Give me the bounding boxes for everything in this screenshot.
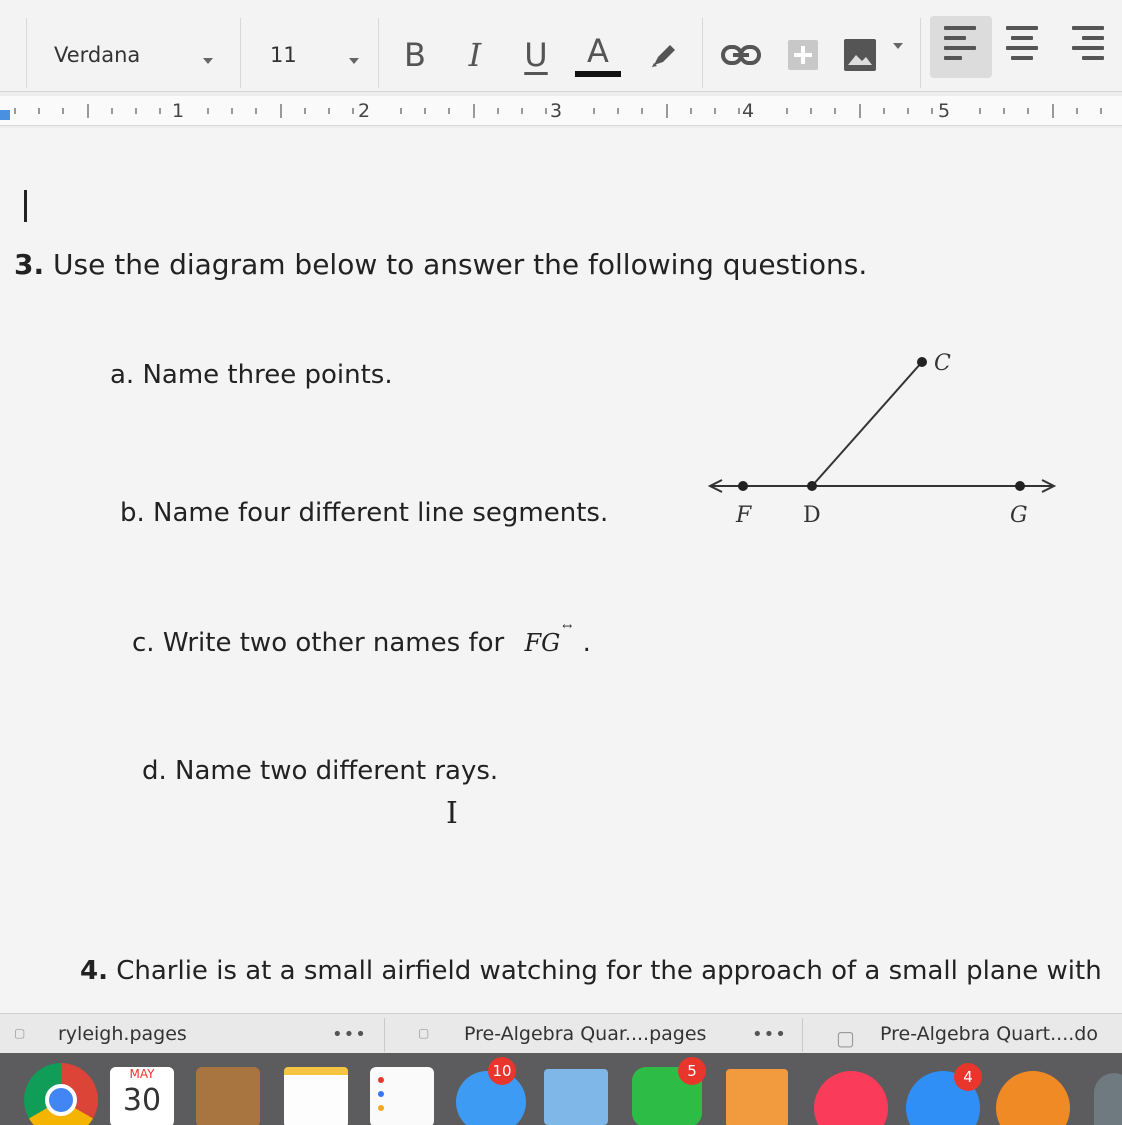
calendar-day: 30 <box>122 1083 162 1118</box>
point-g <box>1015 481 1025 491</box>
ruler-tick <box>231 108 233 114</box>
toolbar-divider <box>378 18 379 88</box>
ruler-tick <box>690 108 692 114</box>
dock <box>0 1053 1122 1125</box>
format-toolbar <box>0 0 1122 92</box>
point-d <box>807 481 817 491</box>
pages-file-icon: ▢ <box>14 1026 26 1040</box>
document-file-icon: ▢ <box>836 1026 855 1050</box>
question-3-number: 3. <box>14 248 45 281</box>
question-4 <box>80 956 1102 986</box>
point-f <box>738 481 748 491</box>
label-f: F <box>736 503 752 528</box>
tab-label: Pre-Algebra Quar....pages <box>464 1023 707 1045</box>
messages-icon[interactable] <box>456 1062 526 1125</box>
ruler-number: 5 <box>938 100 951 122</box>
ruler-tick <box>14 108 16 114</box>
font-family-value: Verdana <box>54 43 141 67</box>
ruler-tick <box>979 108 981 114</box>
ruler-tick <box>159 108 161 114</box>
ruler-tick <box>255 108 257 114</box>
more-icon[interactable]: ••• <box>332 1023 367 1045</box>
ruler-tick <box>497 108 499 114</box>
toolbar-divider <box>240 18 241 88</box>
ruler-tick <box>207 108 209 114</box>
more-icon[interactable]: ••• <box>752 1023 787 1045</box>
line-arrow-icon: ↔ <box>562 619 573 633</box>
toolbar-divider <box>702 18 703 88</box>
toolbar-divider <box>26 18 27 88</box>
font-family-select[interactable] <box>28 22 240 88</box>
tab-label: Pre-Algebra Quart....do <box>880 1023 1098 1045</box>
notes-icon[interactable] <box>284 1067 348 1125</box>
ruler-tick <box>738 108 740 114</box>
ruler-tick <box>1076 108 1078 114</box>
chevron-down-icon[interactable] <box>349 58 359 64</box>
line-fg-label: FG <box>524 629 561 657</box>
ruler[interactable] <box>0 96 1122 126</box>
ruler-tick <box>448 108 450 114</box>
indent-marker[interactable] <box>0 110 10 120</box>
label-d: D <box>803 503 821 528</box>
calendar-month: MAY <box>110 1067 174 1083</box>
tab-prealgebra-pages[interactable] <box>418 1014 802 1054</box>
tab-divider <box>802 1018 803 1052</box>
tab-prealgebra-doc[interactable] <box>836 1014 1122 1054</box>
ruler-tick <box>1003 108 1005 114</box>
app-store-badge: 4 <box>954 1063 982 1091</box>
ruler-tick <box>400 108 402 114</box>
add-comment-icon[interactable] <box>786 30 820 80</box>
ruler-tick <box>62 108 64 114</box>
ruler-tick <box>617 108 619 114</box>
label-g: G <box>1010 503 1028 528</box>
align-left-icon[interactable] <box>944 26 980 66</box>
ruler-number: 2 <box>358 100 371 122</box>
ruler-tick <box>424 108 426 114</box>
tab-ryleigh-pages[interactable] <box>14 1014 384 1054</box>
tab-label: ryleigh.pages <box>58 1023 187 1045</box>
calendar-icon[interactable] <box>110 1067 174 1125</box>
ruler-tick <box>304 108 306 114</box>
ruler-tick <box>641 108 643 114</box>
font-size-select[interactable] <box>242 22 378 88</box>
system-preferences-icon[interactable] <box>1094 1073 1122 1125</box>
ruler-tick <box>907 108 909 114</box>
text-caret <box>24 190 27 222</box>
question-3-title <box>14 248 867 281</box>
align-right-icon[interactable] <box>1072 26 1108 66</box>
label-c: C <box>934 351 951 376</box>
ruler-tick <box>666 104 668 118</box>
ruler-tick <box>786 108 788 114</box>
highlighter-icon[interactable] <box>646 30 682 80</box>
question-3a: a. Name three points. <box>110 360 393 390</box>
question-3d: d. Name two different rays. <box>142 756 499 786</box>
reminders-icon[interactable] <box>370 1067 434 1125</box>
chevron-down-icon[interactable] <box>203 58 213 64</box>
preview-icon[interactable] <box>544 1069 608 1125</box>
question-3c-period: . <box>582 628 591 658</box>
text-color-glyph: A <box>587 32 609 70</box>
ruler-tick <box>521 108 523 114</box>
ray-dc <box>812 362 922 486</box>
ruler-tick <box>810 108 812 114</box>
question-3c-text: c. Write two other names for <box>132 628 505 658</box>
ruler-tick <box>87 104 89 118</box>
chevron-down-icon[interactable] <box>893 43 903 49</box>
geometry-diagram <box>700 346 1080 536</box>
line-fg-notation <box>524 619 573 657</box>
ruler-tick <box>545 108 547 114</box>
italic-button[interactable]: I <box>468 36 482 74</box>
text-color-swatch <box>575 71 621 77</box>
browser-tab-strip <box>0 1013 1122 1053</box>
font-size-value: 11 <box>270 43 297 67</box>
question-3c <box>132 619 591 658</box>
point-c <box>917 357 927 367</box>
link-icon[interactable] <box>720 30 762 80</box>
pages-file-icon: ▢ <box>418 1026 430 1040</box>
document-page[interactable] <box>0 128 1122 1013</box>
ruler-tick <box>280 104 282 118</box>
underline-button[interactable]: U <box>524 36 548 74</box>
bold-button[interactable]: B <box>404 36 426 74</box>
ruler-tick <box>1027 108 1029 114</box>
music-icon[interactable] <box>814 1071 888 1125</box>
ruler-tick <box>1052 104 1054 118</box>
insert-image-icon[interactable] <box>842 30 878 80</box>
messages-badge: 10 <box>488 1057 516 1085</box>
ruler-tick <box>931 108 933 114</box>
ruler-tick <box>1100 108 1102 114</box>
ruler-tick <box>135 108 137 114</box>
ruler-number: 4 <box>742 100 755 122</box>
question-4-number: 4. <box>80 956 108 986</box>
align-center-icon[interactable] <box>1006 26 1042 66</box>
pages-icon[interactable] <box>726 1069 788 1125</box>
ruler-tick <box>352 108 354 114</box>
app-store-icon[interactable] <box>906 1068 980 1125</box>
ruler-tick <box>328 108 330 114</box>
ruler-tick <box>859 104 861 118</box>
facetime-badge: 5 <box>678 1057 706 1085</box>
question-3-text: Use the diagram below to answer the following questions. <box>53 248 868 281</box>
facetime-icon[interactable] <box>632 1062 702 1125</box>
ruler-tick <box>38 108 40 114</box>
ruler-tick <box>834 108 836 114</box>
ruler-number: 1 <box>172 100 185 122</box>
ibeam-cursor-icon: I <box>446 796 458 831</box>
ruler-tick <box>111 108 113 114</box>
tab-divider <box>384 1018 385 1052</box>
chrome-icon[interactable] <box>24 1063 98 1125</box>
ruler-tick <box>883 108 885 114</box>
ruler-tick <box>593 108 595 114</box>
question-3b: b. Name four different line segments. <box>120 498 609 528</box>
question-4-text: Charlie is at a small airfield watching for the approach of a small plane with <box>116 956 1102 986</box>
toolbar-divider <box>920 18 921 88</box>
books-icon[interactable] <box>996 1071 1070 1125</box>
ruler-tick <box>714 108 716 114</box>
ruler-tick <box>473 104 475 118</box>
ruler-number: 3 <box>550 100 563 122</box>
text-color-button[interactable] <box>574 30 622 80</box>
contacts-icon[interactable] <box>196 1067 260 1125</box>
